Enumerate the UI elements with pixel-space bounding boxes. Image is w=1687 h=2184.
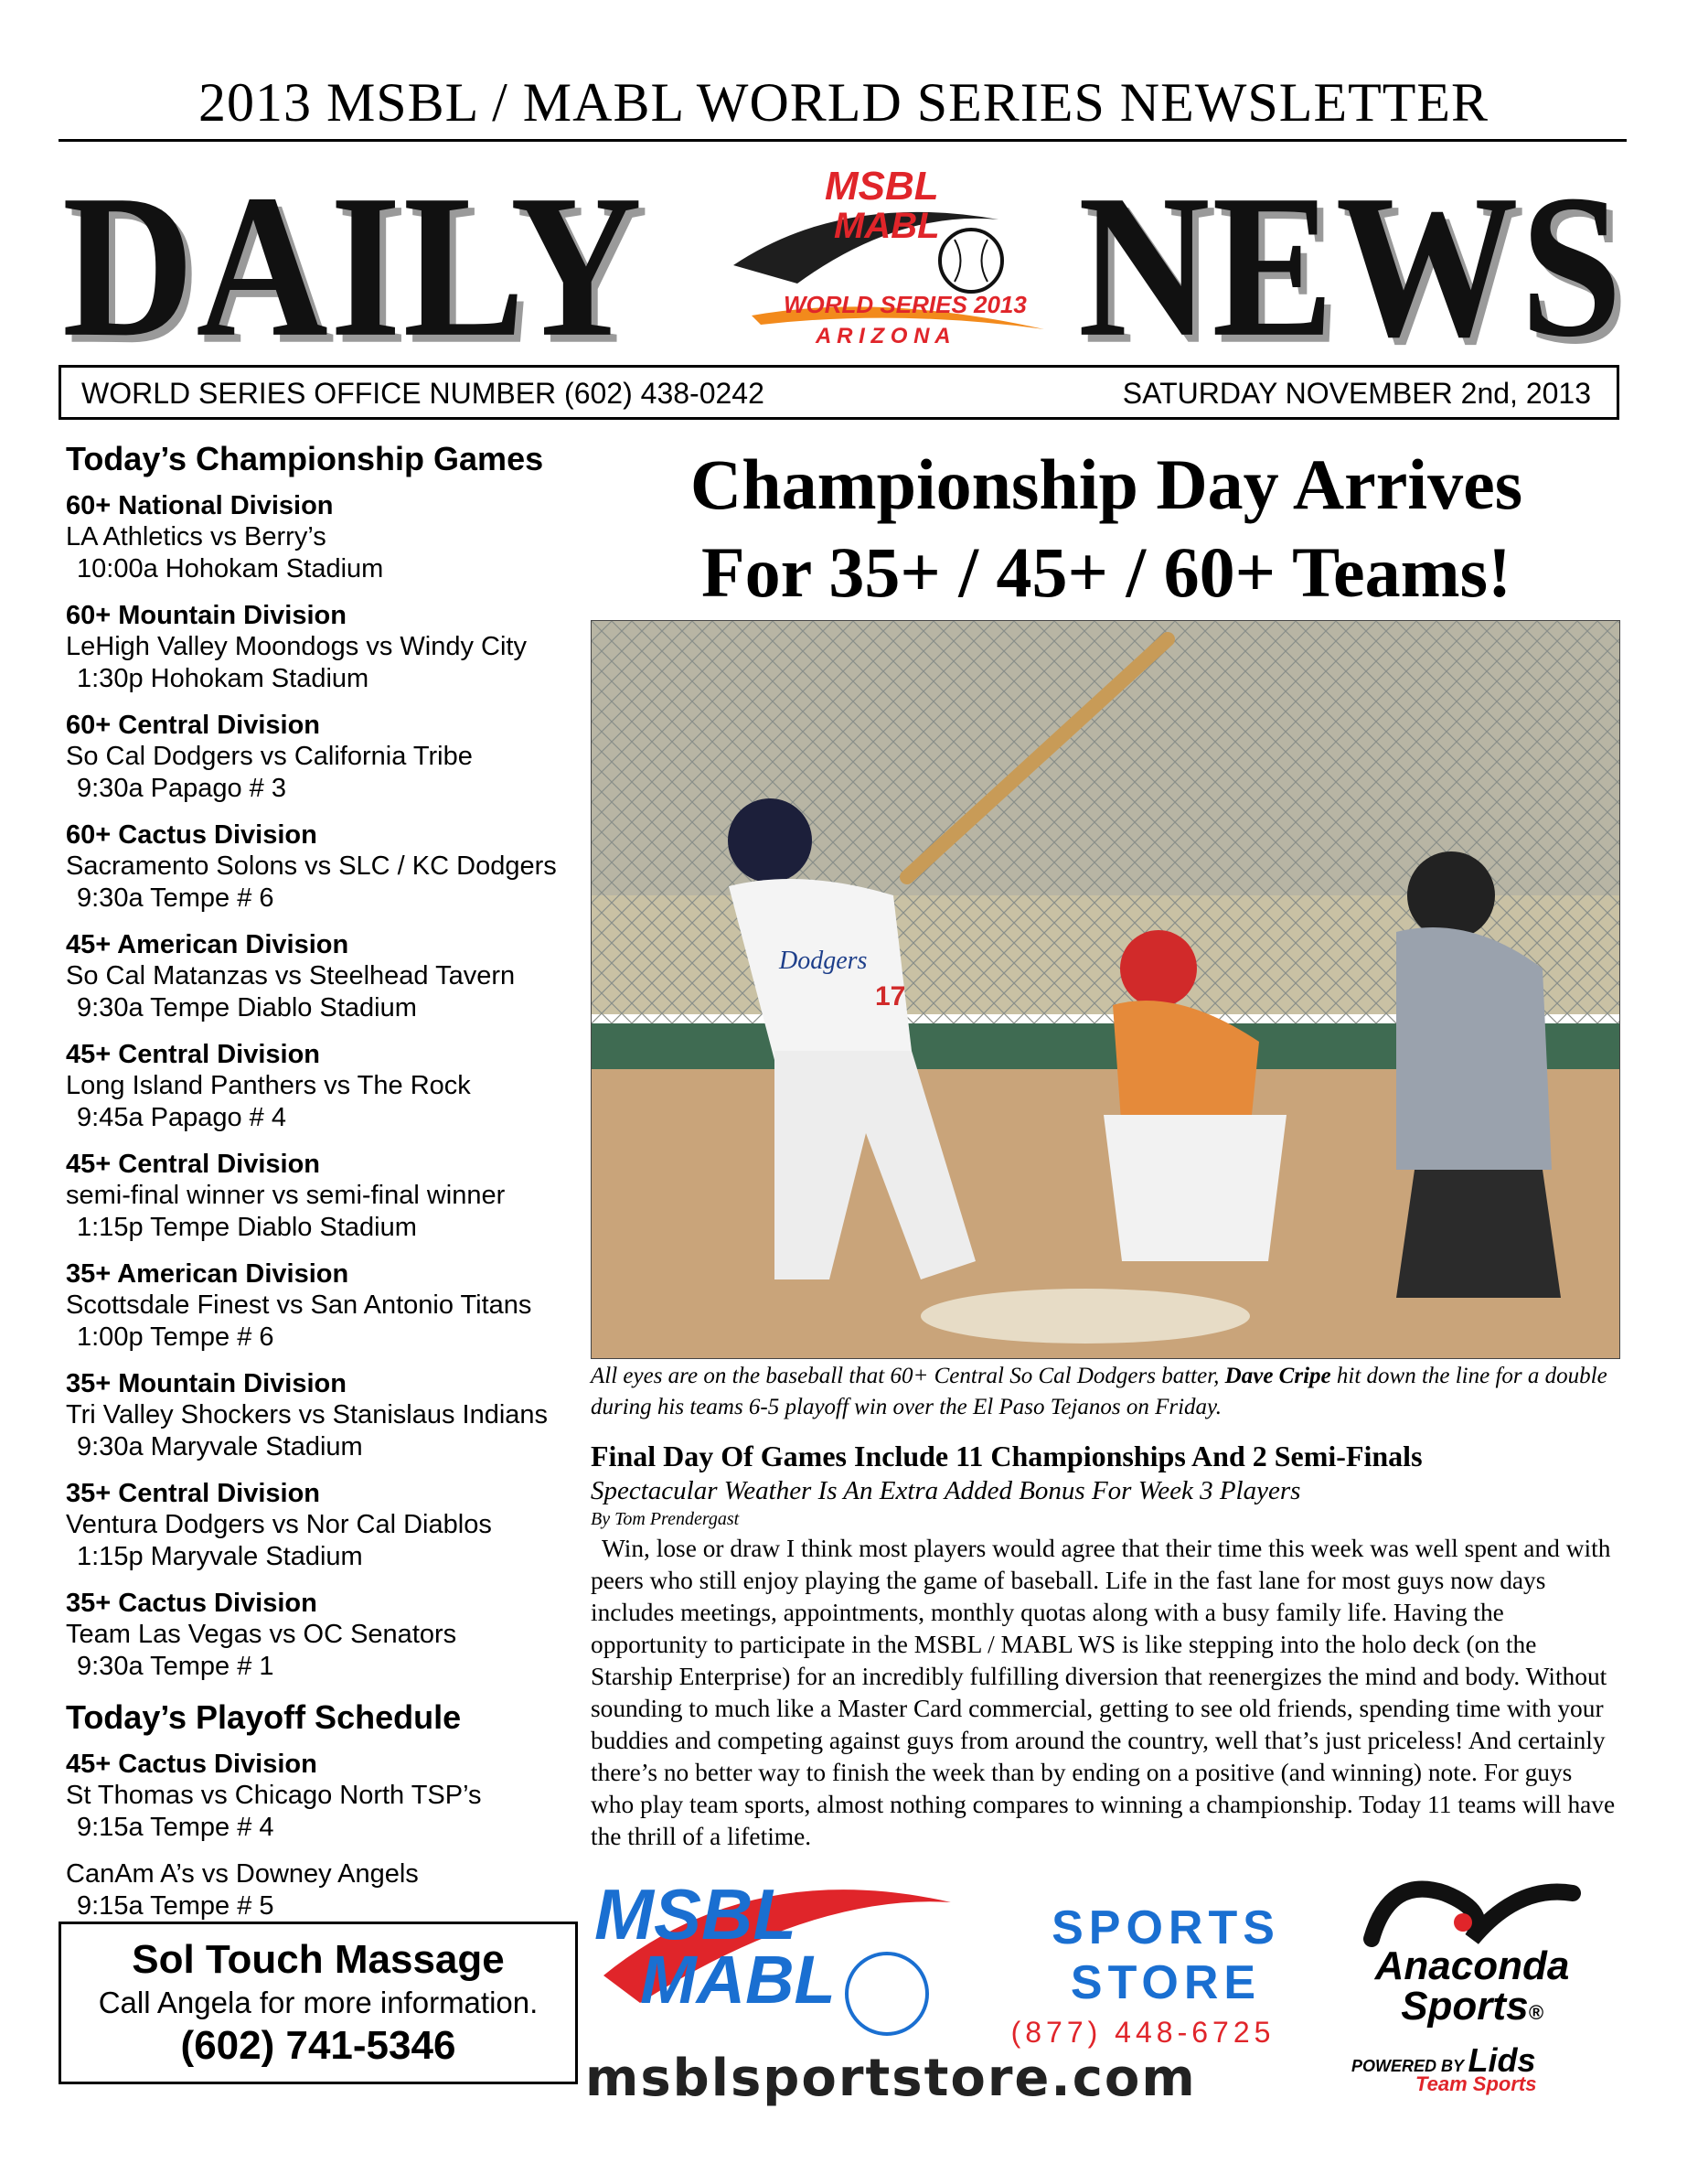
- playoff-matchup: CanAm A’s vs Downey Angels: [66, 1859, 419, 1889]
- championship-division: 35+ Central Division: [66, 1479, 321, 1508]
- championship-matchup: Tri Valley Shockers vs Stanislaus Indians: [66, 1400, 549, 1429]
- championship-matchup: Sacramento Solons vs SLC / KC Dodgers: [66, 851, 557, 881]
- playoff-matchup: St Thomas vs Chicago North TSP’s: [66, 1781, 482, 1810]
- championship-game: [66, 1588, 578, 1683]
- logo-mabl: MABL: [834, 206, 940, 246]
- logo-baseball: [940, 230, 1002, 292]
- championship-time: 1:00p Tempe # 6: [77, 1322, 274, 1352]
- office-number: WORLD SERIES OFFICE NUMBER (602) 438-0242: [81, 377, 764, 410]
- office-bar: [59, 365, 1619, 420]
- championship-division: 35+ American Division: [66, 1259, 349, 1289]
- championship-time: 9:30a Tempe Diablo Stadium: [77, 993, 417, 1022]
- caption-player-name: Dave Cripe: [1224, 1364, 1331, 1388]
- newsletter-title: 2013 MSBL / MABL WORLD SERIES NEWSLETTER: [198, 72, 1489, 133]
- ad-call-text: Call Angela for more information.: [98, 1986, 539, 2019]
- playoff-division: 45+ Cactus Division: [66, 1750, 317, 1779]
- championship-division: 60+ Central Division: [66, 711, 321, 740]
- championship-matchup: Ventura Dodgers vs Nor Cal Diablos: [66, 1510, 492, 1539]
- championship-matchup: So Cal Matanzas vs Steelhead Tavern: [66, 961, 516, 990]
- article-body: Win, lose or draw I think most players would agree that their time this week was well spent and with peers who still enjoy playing the game of baseball. Life in the fast lane for most guys now days includes meetings, appointments, monthly quotas along with a busy family life. Having the opportunity to participate in the MSBL / MABL WS is like stepping into the holo deck (on the Starship Enterprise) for an incredibly fulfilling diversion that reenergizes the mind and body. Without sounding to much like a Master Card commercial, getting to see old friends, spending time with your buddies and competing against guys from around the country, well that’s just priceless! And certainly there’s no better way to finish the week than by ending on a positive (and winning) note. For guys who play team sports, almost nothing compares to winning a championship. Today 11 teams will have the thrill of a lifetime.: [591, 1535, 1616, 1850]
- championship-matchup: Team Las Vegas vs OC Senators: [66, 1620, 457, 1649]
- catcher-pants: [1104, 1115, 1287, 1261]
- store-logo-baseball: [847, 1954, 927, 2034]
- championship-game: [66, 1368, 578, 1463]
- sports-store-text: SPORTS STORE: [1052, 1901, 1280, 2009]
- championship-time: 9:30a Papago # 3: [77, 774, 286, 803]
- headline-line-2: For 35+ / 45+ / 60+ Teams!: [701, 532, 1511, 612]
- championship-game: [66, 929, 578, 1024]
- msbl-mabl-store-logo: [585, 1866, 988, 2049]
- championship-matchup: So Cal Dodgers vs California Tribe: [66, 742, 473, 771]
- playoff-game-group: [66, 1749, 578, 1844]
- logo-world-series: WORLD SERIES 2013: [784, 291, 1027, 318]
- championship-time: 9:30a Tempe # 1: [77, 1652, 274, 1681]
- umpire: [1396, 927, 1552, 1170]
- championship-game: [66, 1149, 578, 1244]
- anaconda-sports-text: Anaconda Sports®: [1374, 1943, 1570, 2029]
- championship-game: [66, 710, 578, 805]
- article-title: Final Day Of Games Include 11 Championships And 2 Semi-Finals: [591, 1440, 1423, 1472]
- catcher-helmet: [1120, 930, 1197, 1007]
- schedule-column: [66, 439, 578, 1937]
- championship-division: 35+ Cactus Division: [66, 1589, 317, 1618]
- logo-msbl: MSBL: [825, 164, 939, 209]
- world-series-logo: [697, 155, 1081, 357]
- championship-division: 60+ National Division: [66, 491, 334, 520]
- powered-by-lids: POWERED BY Lids Team Sports: [1351, 2041, 1537, 2095]
- championship-game: [66, 600, 578, 695]
- championship-game: [66, 1258, 578, 1354]
- batter-helmet: [728, 798, 812, 883]
- issue-date: SATURDAY NOVEMBER 2nd, 2013: [1122, 377, 1591, 410]
- championship-time: 1:30p Hohokam Stadium: [77, 664, 369, 693]
- logo-arizona: A R I Z O N A: [816, 324, 951, 348]
- championship-division: 45+ American Division: [66, 930, 349, 959]
- championship-game: [66, 819, 578, 915]
- championship-game: [66, 1478, 578, 1573]
- championship-time: 9:45a Papago # 4: [77, 1103, 286, 1132]
- anaconda-snake: [1372, 1890, 1573, 1939]
- umpire-pants: [1396, 1170, 1561, 1298]
- championship-matchup: semi-final winner vs semi-final winner: [66, 1181, 506, 1210]
- umpire-mask: [1407, 851, 1495, 939]
- championship-division: 35+ Mountain Division: [66, 1369, 347, 1398]
- masthead-daily: DAILY: [62, 153, 645, 380]
- playoff-heading: Today’s Playoff Schedule: [66, 1698, 462, 1736]
- championship-time: 1:15p Maryvale Stadium: [77, 1542, 363, 1571]
- jersey-text: Dodgers: [779, 947, 868, 975]
- headline: [585, 441, 1628, 616]
- baseball-photo: [591, 620, 1620, 1359]
- article-byline: By Tom Prendergast: [591, 1509, 740, 1529]
- championship-time: 9:30a Maryvale Stadium: [77, 1432, 363, 1461]
- headline-line-1: Championship Day Arrives: [689, 444, 1523, 524]
- playoff-time: 9:15a Tempe # 4: [77, 1813, 274, 1842]
- championship-time: 1:15p Tempe Diablo Stadium: [77, 1213, 417, 1242]
- masthead-news: NEWS: [1077, 153, 1624, 380]
- championship-time: 9:30a Tempe # 6: [77, 883, 274, 913]
- championship-matchup: Scottsdale Finest vs San Antonio Titans: [66, 1290, 532, 1320]
- title-rule: [59, 139, 1627, 142]
- masthead: [57, 153, 1629, 380]
- store-phone: (877) 448-6725: [1010, 2016, 1276, 2049]
- championship-division: 60+ Cactus Division: [66, 820, 317, 850]
- championship-division: 45+ Central Division: [66, 1150, 321, 1179]
- championship-game: [66, 490, 578, 585]
- article-subtitle: Spectacular Weather Is An Extra Added Bonus For Week 3 Players: [591, 1476, 1301, 1505]
- championship-game: [66, 1039, 578, 1134]
- championship-matchup: LeHigh Valley Moondogs vs Windy City: [66, 632, 527, 661]
- jersey-number: 17: [875, 981, 906, 1012]
- playoff-game: [66, 1858, 578, 1922]
- playoff-time: 9:15a Tempe # 5: [77, 1891, 274, 1921]
- championship-matchup: LA Athletics vs Berry’s: [66, 522, 326, 551]
- home-plate-dirt: [921, 1289, 1250, 1344]
- championship-heading: Today’s Championship Games: [66, 440, 544, 477]
- ad-phone: (602) 741-5346: [180, 2023, 456, 2068]
- store-url: msblsportstore.com: [585, 2049, 1197, 2108]
- photo-caption: All eyes are on the baseball that 60+ Central So Cal Dodgers batter, Dave Cripe hit down the line for a double during his teams 6-5 playoff win over the El Paso Tejanos on Friday.: [591, 1364, 1607, 1419]
- championship-division: 45+ Central Division: [66, 1040, 321, 1069]
- championship-list: [66, 490, 578, 1683]
- ad-business-name: Sol Touch Massage: [132, 1937, 505, 1982]
- championship-time: 10:00a Hohokam Stadium: [77, 554, 384, 583]
- massage-ad: [59, 1922, 578, 2084]
- anaconda-dot: [1454, 1913, 1472, 1932]
- championship-division: 60+ Mountain Division: [66, 601, 347, 630]
- store-logo-mabl: MABL: [640, 1942, 836, 2018]
- championship-matchup: Long Island Panthers vs The Rock: [66, 1071, 471, 1100]
- store-logo-msbl: MSBL: [594, 1874, 796, 1954]
